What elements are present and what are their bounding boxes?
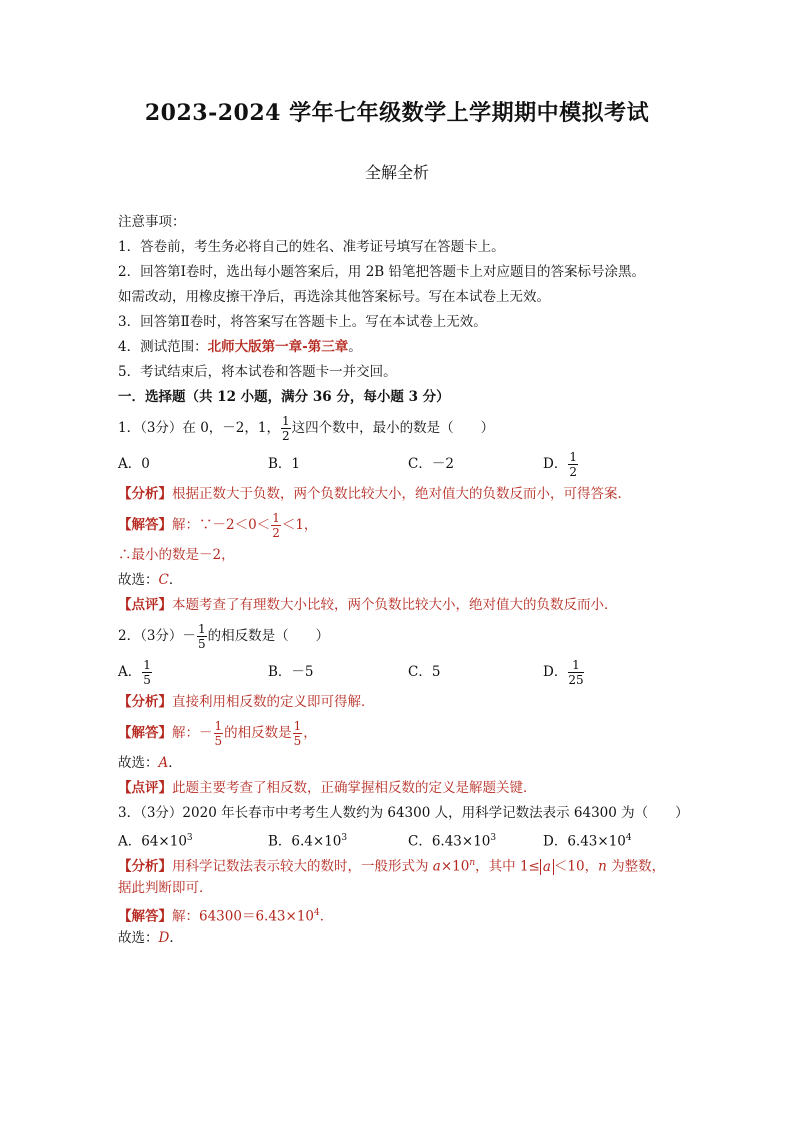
numerator: 1 [282, 414, 290, 428]
q1-comment-text: 本题考查了有理数大小比较，两个负数比较大小，绝对值大的负数反而小． [172, 597, 618, 613]
comment-tag: 【点评】 [118, 780, 172, 796]
q3-analysis-a: 用科学记数法表示较大的数时，一般形式为 [172, 858, 433, 875]
q1-answer: C [158, 572, 169, 588]
q1-option-d-fraction [568, 451, 578, 478]
choice-prefix: 故选： [118, 572, 159, 588]
q1-analysis-text: 根据正数大于负数，两个负数比较大小，绝对值大的负数反而小，可得答案． [172, 486, 631, 502]
note-2b: 如需改动，用橡皮擦干净后，再选涂其他答案标号。写在本试卷上无效。 [118, 289, 550, 305]
q1-stem [118, 410, 678, 446]
option-label: A． [118, 664, 142, 680]
option-text: C．6.43×10 [408, 833, 491, 850]
note-1: 1．答卷前，考生务必将自己的姓名、准考证号填写在答题卡上。 [118, 239, 505, 255]
q3-analysis-line2: 据此判断即可． [118, 880, 213, 896]
option-label: D． [543, 456, 568, 472]
exponent: 3 [186, 833, 193, 843]
q2-solution-a: 解：－ [172, 725, 213, 741]
choice-prefix: 故选： [118, 930, 159, 946]
q2-choice [118, 751, 678, 776]
page-subtitle: 全解全析 [364, 163, 429, 182]
abs-a: a [540, 859, 554, 875]
q2-option-d-fraction [568, 659, 583, 686]
q1-comment [118, 593, 678, 618]
choice-suffix: ． [168, 755, 182, 771]
q2-stem-a: 2．（3分）－ [118, 628, 196, 644]
exponent: 3 [341, 833, 348, 843]
times-ten: ×10 [440, 858, 470, 875]
section-heading: 一．选择题（共 12 小题，满分 36 分，每小题 3 分） [118, 389, 450, 405]
q1-stem-b: 这四个数中，最小的数是（ ） [291, 420, 495, 436]
q2-solution-mid: 的相反数是 [224, 725, 292, 741]
solution-tag: 【解答】 [118, 908, 172, 925]
q3-stem: 3．（3分）2020 年长春市中考考生人数约为 64300 人，用科学记数法表示 64300 为（ ） [118, 805, 689, 821]
choice-suffix: ． [168, 572, 183, 588]
q2-analysis-text: 直接利用相反数的定义即可得解． [172, 694, 375, 710]
numerator: 1 [569, 450, 577, 464]
q2-answer: A [158, 755, 169, 771]
note-2a: 2．回答第Ⅰ卷时，选出每小题答案后，用 2B 铅笔把答题卡上对应题目的答案标号涂黑。 [118, 264, 646, 280]
q2-analysis [118, 690, 678, 715]
var-n-exponent: n [469, 858, 476, 868]
q2-comment-text: 此题主要考查了相反数，正确掌握相反数的定义是解题关键． [172, 780, 537, 796]
q2-option-b: B．－5 [268, 664, 314, 680]
choice-prefix: 故选： [118, 755, 159, 771]
q3-solution-text: 解：64300＝6.43×10 [172, 908, 314, 925]
denominator: 5 [143, 673, 151, 687]
denominator: 2 [282, 429, 290, 443]
q1-option-d [543, 446, 579, 482]
q3-option-b [268, 826, 408, 851]
q2-solution-fraction-2 [293, 720, 303, 747]
note-5: 5．考试结束后，将本试卷和答题卡一并交回。 [118, 364, 397, 380]
q1-option-b: B．1 [268, 456, 301, 472]
analysis-tag: 【分析】 [118, 486, 172, 502]
q2-solution-b: ， [303, 725, 317, 741]
q2-comment [118, 776, 678, 801]
var-a: a [432, 858, 441, 875]
q1-option-a: A．0 [118, 456, 150, 472]
q3-solution-suffix: ． [319, 908, 334, 925]
q2-fraction [197, 623, 207, 650]
q1-fraction [281, 415, 291, 442]
q3-analysis-d: 为整数， [606, 858, 666, 875]
option-label: D． [543, 664, 568, 680]
q2-option-a [118, 654, 268, 690]
q1-solution [118, 507, 678, 543]
q3-answer: D [158, 930, 170, 946]
option-text: A．64×10 [118, 833, 187, 850]
q3-analysis-c: ＜10， [553, 858, 599, 875]
analysis-tag: 【分析】 [118, 858, 172, 875]
numerator: 1 [568, 659, 583, 673]
q3-option-a [118, 826, 268, 851]
note-4 [118, 335, 678, 360]
q2-solution [118, 715, 678, 751]
comment-tag: 【点评】 [118, 597, 172, 613]
q1-analysis [118, 482, 678, 507]
q2-option-a-fraction [142, 659, 152, 686]
q2-option-c: C．5 [408, 664, 441, 680]
q3-choice [118, 926, 678, 951]
q1-stem-a: 1．（3分）在 0，－2，1， [118, 420, 280, 436]
q3-options [118, 826, 678, 851]
denominator: 2 [272, 526, 280, 540]
test-scope: 北师大版第一章-第三章 [207, 339, 349, 355]
denominator: 5 [197, 637, 206, 651]
q1-option-c: C．－2 [408, 456, 454, 472]
exponent: 4 [314, 908, 320, 918]
solution-tag: 【解答】 [118, 517, 172, 533]
q2-stem-b: 的相反数是（ ） [207, 628, 330, 644]
exponent: 3 [490, 833, 497, 843]
numerator: 1 [272, 511, 280, 525]
note-4-prefix: 4．测试范围： [118, 339, 208, 355]
q3-solution [118, 901, 678, 926]
denominator: 5 [214, 734, 223, 748]
note-3: 3．回答第Ⅱ卷时，将答案写在答题卡上。写在本试卷上无效。 [118, 314, 487, 330]
exponent: 4 [625, 833, 632, 843]
option-text: D．6.43×10 [543, 833, 626, 850]
denominator: 5 [293, 734, 302, 748]
notes-heading: 注意事项： [118, 214, 186, 230]
numerator: 1 [293, 719, 302, 733]
q2-options [118, 654, 678, 690]
q2-solution-fraction-1 [214, 720, 224, 747]
note-4-suffix: 。 [348, 339, 362, 355]
analysis-tag: 【分析】 [118, 694, 172, 710]
q1-solution-b: ＜1， [281, 517, 318, 533]
q1-solution-fraction [271, 512, 281, 539]
q1-choice [118, 568, 678, 593]
page-title: 2023-2024 学年七年级数学上学期期中模拟考试 [144, 100, 650, 126]
q1-options [118, 446, 678, 482]
q3-analysis-b: ，其中 1≤ [475, 858, 540, 875]
var-n: n [598, 858, 607, 875]
q2-stem [118, 618, 678, 654]
numerator: 1 [197, 622, 206, 636]
q3-analysis [118, 851, 678, 876]
numerator: 1 [214, 719, 223, 733]
option-text: B．6.4×10 [268, 833, 342, 850]
numerator: 1 [143, 658, 151, 672]
q1-conclusion: ∴最小的数是－2， [118, 547, 235, 563]
q1-solution-a: 解：∵－2＜0＜ [172, 517, 271, 533]
denominator: 2 [569, 465, 577, 479]
q3-option-d [543, 826, 632, 851]
denominator: 25 [568, 673, 584, 687]
q2-option-d [543, 654, 585, 690]
document-body [118, 210, 689, 951]
choice-suffix: ． [169, 930, 183, 946]
solution-tag: 【解答】 [118, 725, 172, 741]
q3-option-c [408, 826, 543, 851]
